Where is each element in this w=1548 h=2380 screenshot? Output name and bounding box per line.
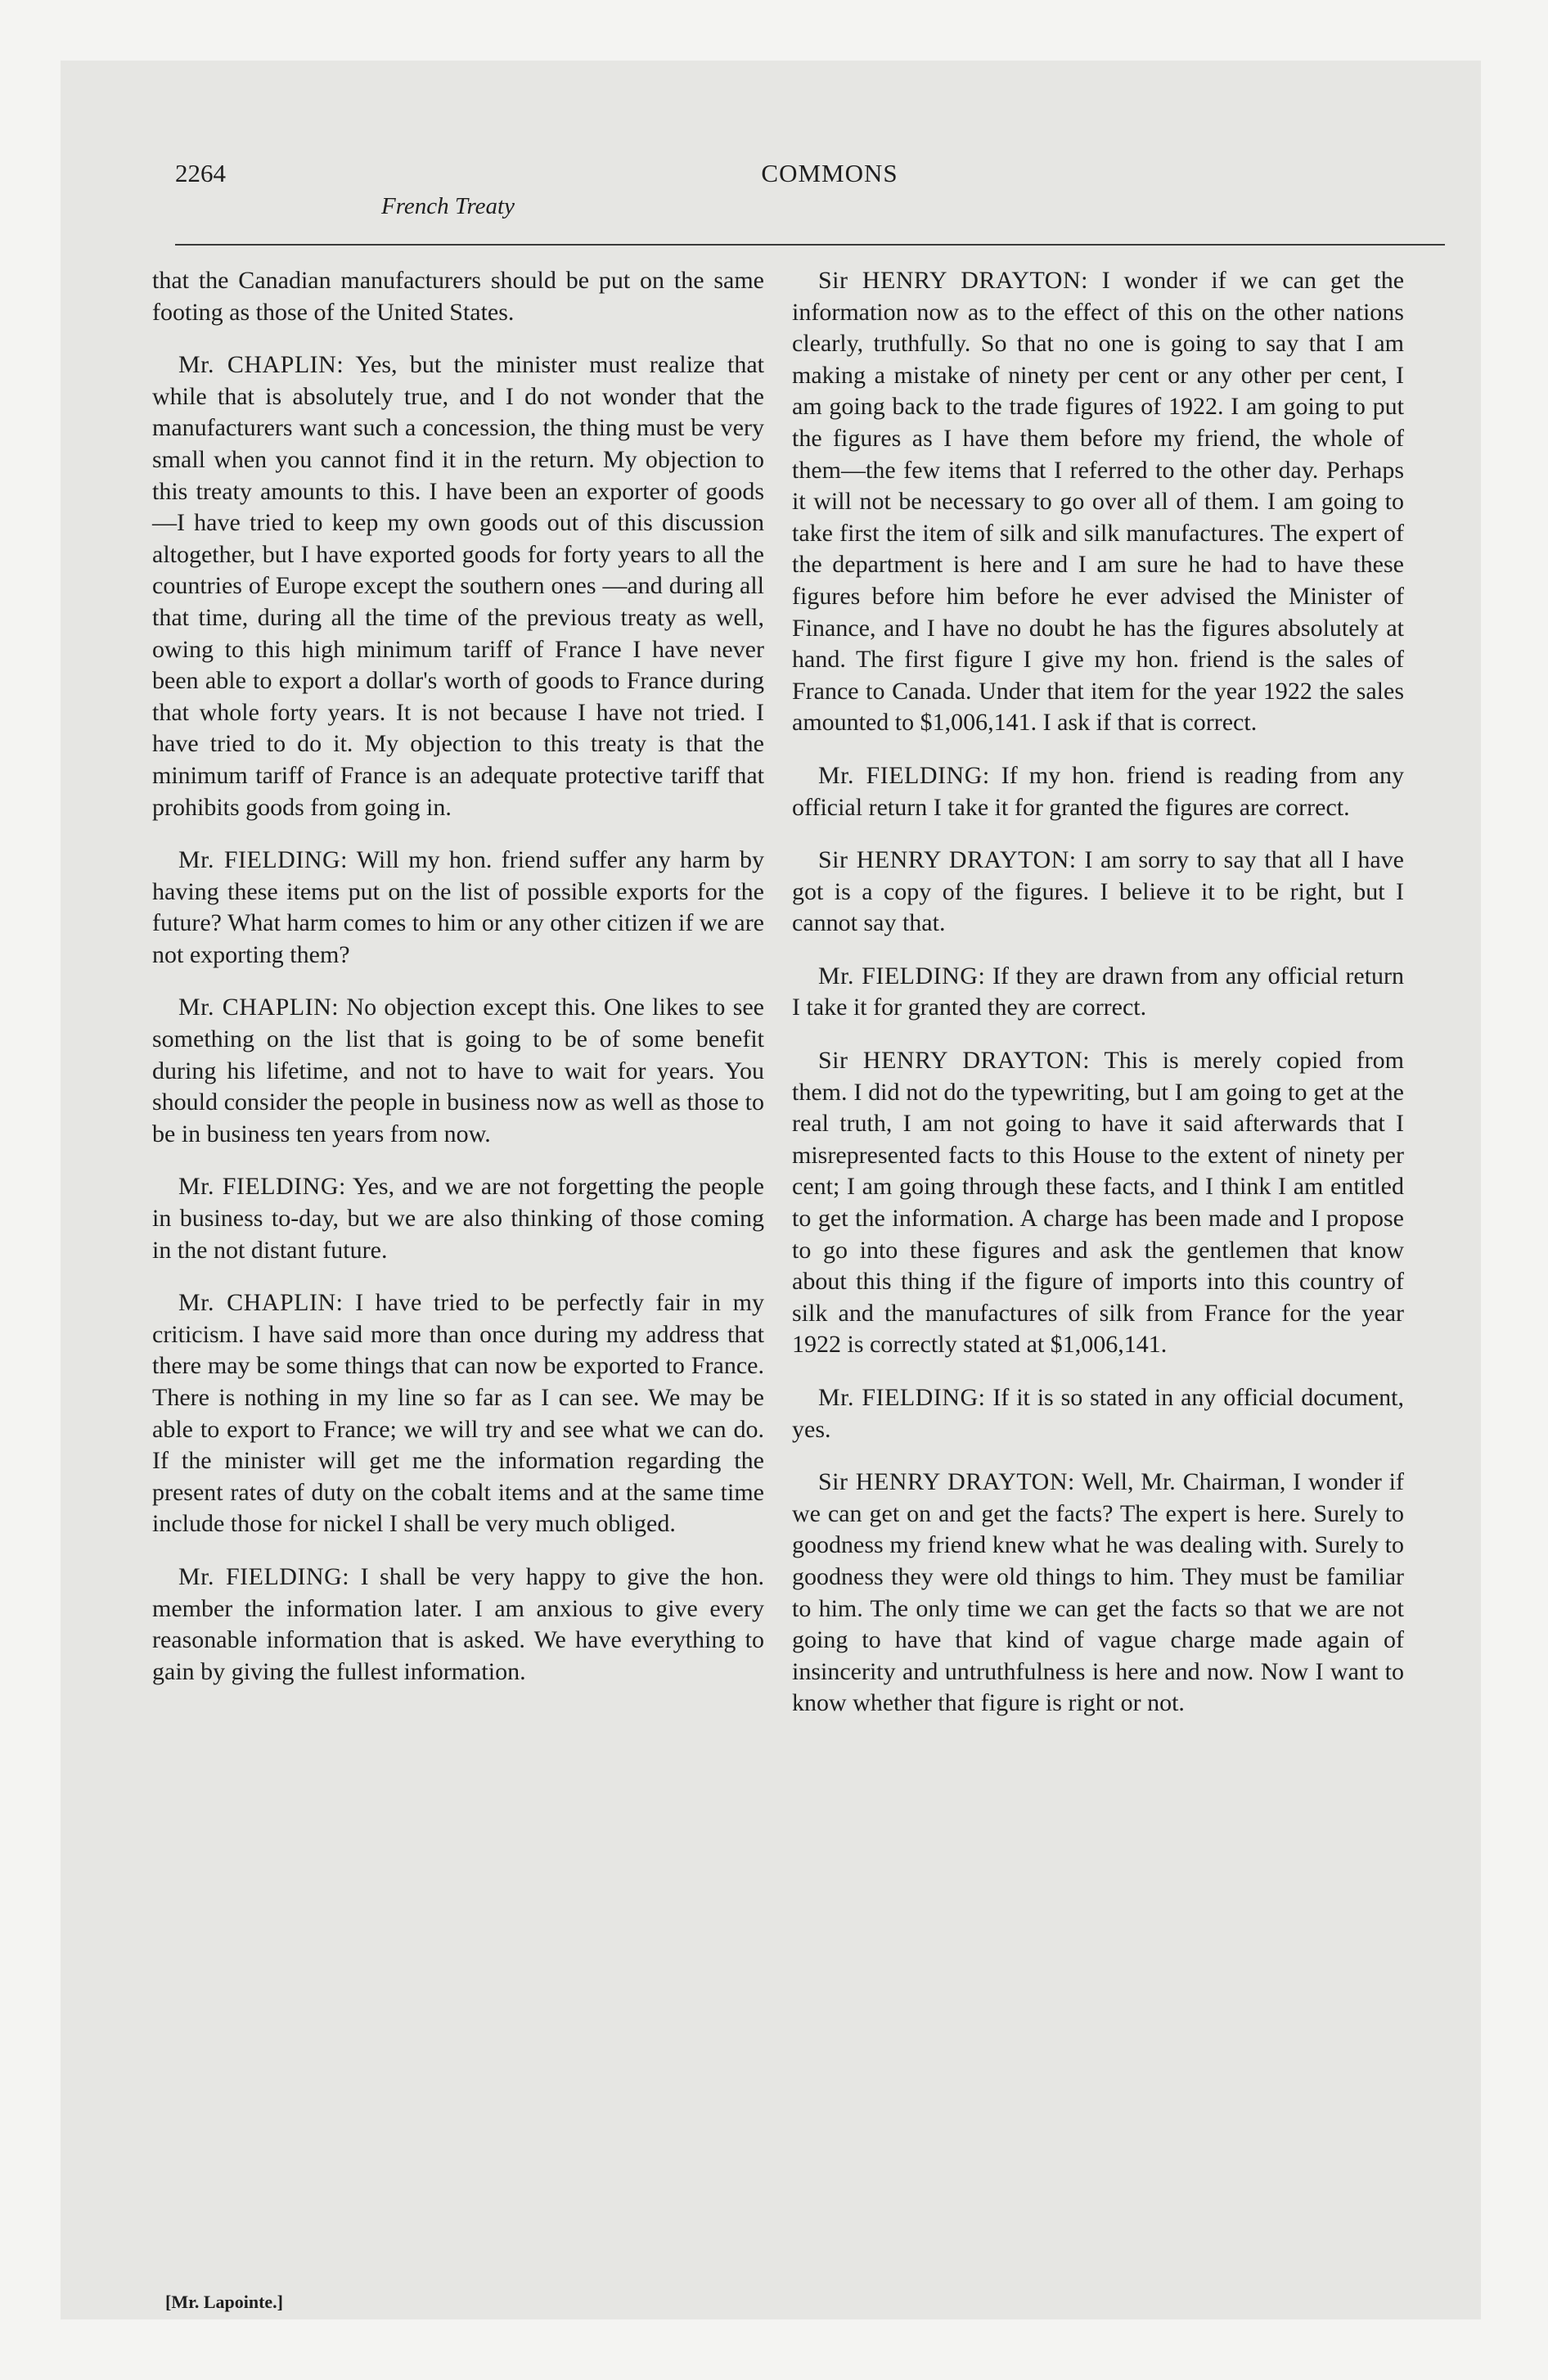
paragraph-text: Yes, and we are not forgetting the people in business to-day, but we are also thinking of those coming in the not distant future.	[152, 1173, 765, 1264]
paragraph-text: I am sorry to say that all I have got is a copy of the figures. I believe it to be right, but I cannot say that.	[792, 846, 1404, 937]
section-title: French Treaty	[381, 193, 515, 219]
speaker-name: Mr. CHAPLIN:	[178, 994, 340, 1021]
paragraph	[792, 265, 1404, 739]
speaker-name: Mr. FIELDING:	[178, 1562, 350, 1590]
paragraph-text: Yes, but the minister must realize that while that is absolutely true, and I do not wonder that the manufacturers want such a concession, the thing must be very small when you cannot find it in the return. My objection to this treaty amounts to this. I have been an exporter of goods—I have tried to keep my own goods out of this discussion altogether, but I have exported goods for forty years to all the countries of Europe except the southern ones —and during all that time, during all the time of the previous treaty as well, owing to this high minimum tariff of France I have never been able to export a dollar's worth of goods to France during that whole forty years. It is not because I have not tried. I have tried to do it. My objection to this treaty is that the minimum tariff of France is an adequate protective tariff that prohibits goods from going in.	[152, 351, 764, 821]
speaker-name: Sir HENRY DRAYTON:	[818, 846, 1077, 874]
speaker-name: Mr. FIELDING:	[178, 1173, 346, 1201]
paragraph	[792, 760, 1404, 823]
right-column	[792, 265, 1404, 1741]
paragraph-text: If they are drawn from any official return I take it for granted they are correct.	[792, 962, 1405, 1021]
paragraph	[792, 1045, 1404, 1361]
speaker-name: Sir HENRY DRAYTON:	[818, 267, 1088, 294]
speaker-name: Mr. FIELDING:	[818, 761, 990, 789]
footer-note: [Mr. Lapointe.]	[165, 2292, 284, 2312]
speaker-name: Mr. FIELDING:	[818, 1384, 986, 1411]
speaker-name: Mr. CHAPLIN:	[178, 351, 344, 379]
paragraph-text: Well, Mr. Chairman, I wonder if we can get on and get the facts? The expert is here. Surely to goodness my friend knew what he was dealing with. Surely to goodness they were old things to him. They must be familiar to him. The only time we can get the facts so that we are not going to have that kind of vague charge made again of insincerity and untruthfulness is here and now. Now I want to know whether that figure is right or not.	[792, 1468, 1404, 1717]
speaker-name: Mr. FIELDING:	[818, 962, 986, 989]
paragraph-text: that the Canadian manufacturers should be put on the same footing as those of the United States.	[152, 267, 764, 326]
paragraph	[152, 1562, 764, 1688]
paragraph-text: I have tried to be perfectly fair in my criticism. I have said more than once during my address that there may be some things that can now be exported to France. There is nothing in my line so far as I can see. We may be able to export to France; we will try and see what we can do. If the minister will get me the information regarding the present rates of duty on the cobalt items and at the same time include those for nickel I shall be very much obliged.	[152, 1289, 764, 1538]
paragraph	[792, 961, 1404, 1024]
speaker-name: Sir HENRY DRAYTON:	[818, 1047, 1091, 1075]
paragraph	[152, 1171, 764, 1266]
paragraph-text: Will my hon. friend suffer any harm by having these items put on the list of possible exports for the future? What harm comes to him or any other citizen if we are not exporting them?	[152, 846, 764, 968]
paragraph	[792, 1467, 1404, 1720]
header-rule	[175, 244, 1445, 246]
document-page	[61, 61, 1481, 2319]
page-header	[175, 159, 1481, 224]
paragraph	[152, 349, 764, 823]
paragraph-text: I shall be very happy to give the hon. member the information later. I am anxious to give every reasonable information that is asked. We have everything to gain by giving the fullest information.	[152, 1562, 765, 1685]
paragraph	[152, 1287, 764, 1540]
paragraph-text: If my hon. friend is reading from any official return I take it for granted the figures are correct.	[792, 761, 1405, 821]
paragraph	[792, 1382, 1404, 1445]
speaker-name: Mr. CHAPLIN:	[178, 1289, 344, 1317]
left-column	[152, 265, 764, 1709]
speaker-name: Sir HENRY DRAYTON:	[818, 1468, 1075, 1496]
paragraph	[792, 845, 1404, 940]
speaker-name: Mr. FIELDING:	[178, 846, 348, 874]
paragraph-text: This is merely copied from them. I did not do the typewriting, but I am going to get at the real truth, I am not going to have it said afterwards that I misrepresented facts to this House to the extent of ninety per cent; I am going through these facts, and I think I am entitled to get the information. A charge has been made and I propose to go into these figures and ask the gentlemen that know about this thing if the figure of imports into this country of silk and the manufactures of silk from France for the year 1922 is correctly stated at $1,006,141.	[792, 1047, 1405, 1359]
paragraph	[152, 845, 764, 971]
running-title: COMMONS	[761, 159, 898, 187]
page-number: 2264	[175, 159, 226, 187]
paragraph	[152, 265, 764, 328]
paragraph-text: No objection except this. One likes to see something on the list that is going to be of some benefit during his lifetime, and not to have to wait for years. You should consider the people in business now as well as those to be in business ten years from now.	[152, 994, 764, 1147]
paragraph-text: I wonder if we can get the information now as to the effect of this on the other nations clearly, truthfully. So that no one is going to say that I am making a mistake of ninety per cent or any other per cent, I am going back to the trade figures of 1922. I am going to put the figures as I have them before my friend, the whole of them—the few items that I referred to the other day. Perhaps it will not be necessary to go over all of them. I am going to take first the item of silk and silk manufactures. The expert of the department is here and I am sure he had to have these figures before him before he ever advised the Minister of Finance, and I have no doubt he has the figures absolutely at hand. The first figure I give my hon. friend is the sales of France to Canada. Under that item for the year 1922 the sales amounted to $1,006,141. I ask if that is correct.	[792, 267, 1405, 737]
paragraph-text: If it is so stated in any official document, yes.	[792, 1384, 1405, 1443]
paragraph	[152, 992, 764, 1150]
